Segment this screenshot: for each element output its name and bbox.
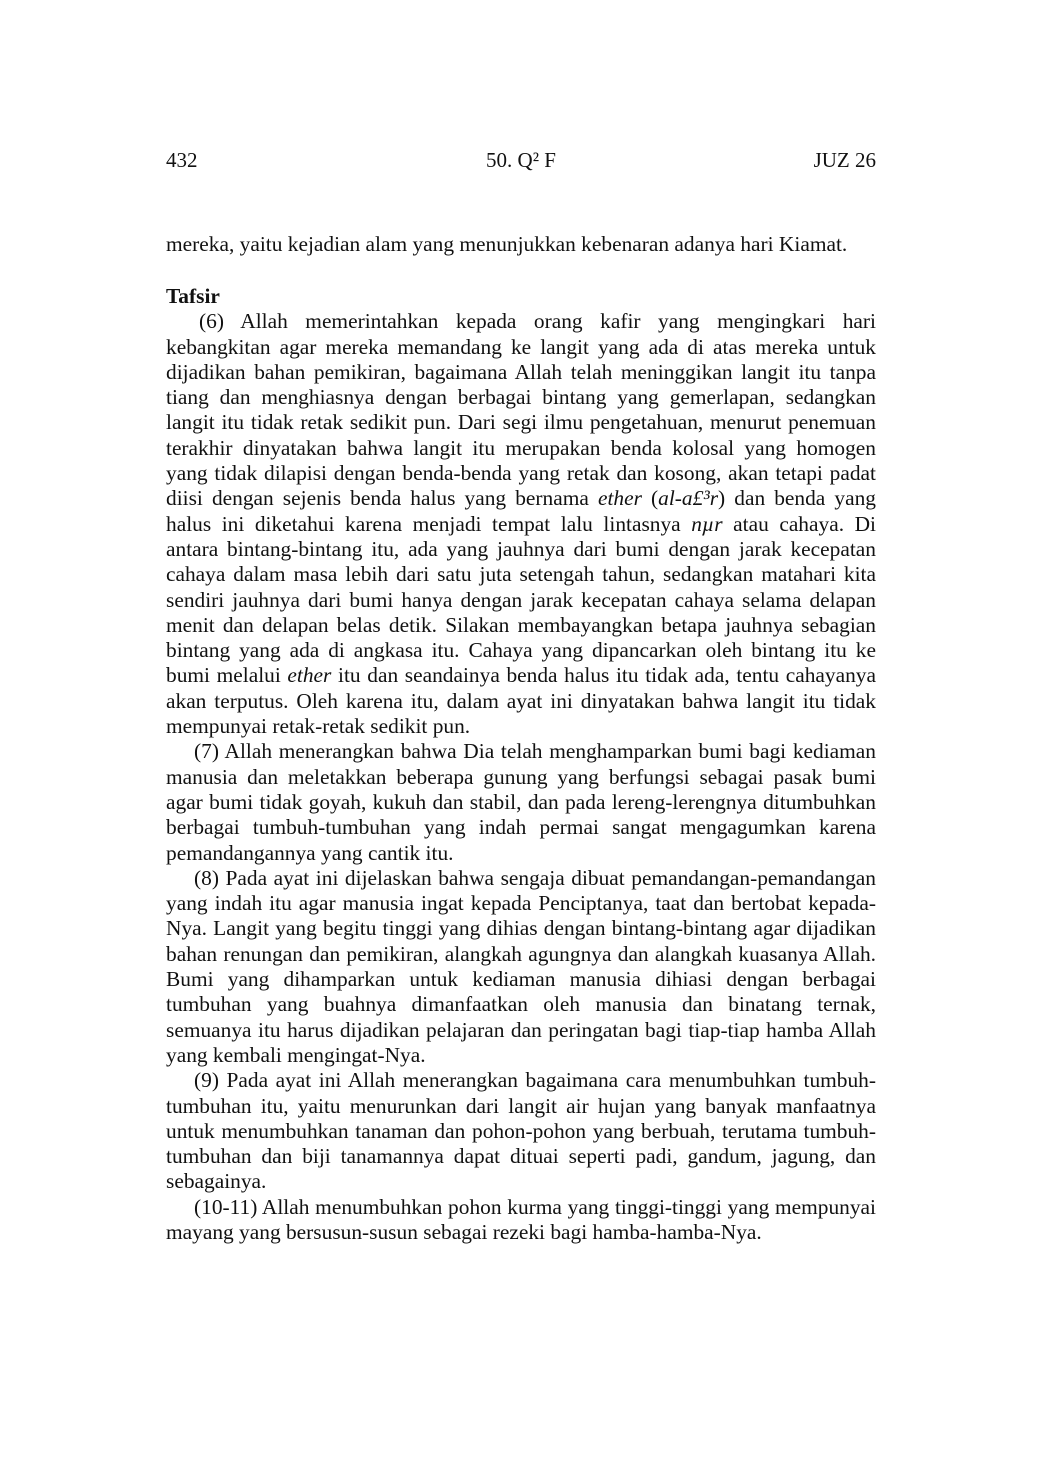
surah-title: 50. Q² F: [486, 148, 556, 172]
text-span: ) dan benda yang halus ini diketahui karena menjadi tempat lalu lintasnya: [166, 486, 876, 536]
paragraph-verse-8: (8) Pada ayat ini dijelaskan bahwa sengaja dibuat pemandangan-pemandangan yang indah itu agar manusia ingat kepada Penciptanya, taat dan bertobat kepada-Nya. Langit yang begitu tinggi yang dihias dengan bintang-bintang agar dijadikan bahan renungan dan pemikiran, alangkah agungnya dan alangkah kuasanya Allah. Bumi yang dihamparkan untuk kediaman manusia dihiasi dengan berbagai tumbuhan yang buahnya dimanfaatkan oleh manusia dan binatang ternak, semuanya itu harus dijadikan pelajaran dan peringatan bagi tiap-tiap hamba Allah yang kembali mengingat-Nya.: [166, 865, 876, 1067]
text-span: itu dan seandainya benda halus itu tidak ada, tentu cahayanya akan terputus. Oleh karena itu, dalam ayat ini dinyatakan bahwa langit itu tidak mempunyai retak-retak sedikit pun.: [166, 663, 876, 739]
text-span: (6) Allah memerintahkan kepada orang kafir yang mengingkari hari kebangkitan agar mereka memandang ke langit yang ada di atas mereka untuk dijadikan bahan pemikiran, bagaimana Allah telah meninggikan langit itu tanpa tiang dan menghiasnya dengan berbagai bintang yang gemerlapan, sedangkan langit itu tidak retak sedikit pun. Dari segi ilmu pengetahuan, menurut penemuan terakhir dinyatakan bahwa langit itu merupakan benda kolosal yang homogen yang tidak dilapisi dengan benda-benda yang retak dan kosong, akan tetapi padat diisi dengan sejenis benda halus yang bernama: [166, 309, 876, 511]
paragraph-verse-6: [166, 309, 876, 739]
text-span: (: [641, 486, 659, 511]
page-body: [166, 232, 876, 1245]
intro-paragraph: mereka, yaitu kejadian alam yang menunjukkan kebenaran adanya hari Kiamat.: [166, 232, 848, 256]
juz-label: JUZ 26: [813, 148, 876, 172]
paragraph-verse-7: (7) Allah menerangkan bahwa Dia telah menghamparkan bumi bagi kediaman manusia dan meletakkan beberapa gunung yang berfungsi sebagai pasak bumi agar bumi tidak goyah, kukuh dan stabil, dan pada lereng-lerengnya ditumbuhkan berbagai tumbuh-tumbuhan yang indah permai sangat mengagumkan karena pemandangannya yang cantik itu.: [166, 739, 876, 865]
italic-term: nµr: [691, 511, 723, 536]
text-span: atau cahaya. Di antara bintang-bintang itu, ada yang jauhnya dari bumi dengan jarak kecepatan cahaya dalam masa lebih dari satu juta setengah tahun, sedangkan matahari kita sendiri jauhnya dari bumi hanya dengan jarak kecepatan cahaya selama delapan menit dan delapan belas detik. Silakan membayangkan betapa jauhnya sebagian bintang yang ada di angkasa itu. Cahaya yang dipancarkan oleh bintang itu ke bumi melalui: [166, 511, 876, 688]
italic-term: ether: [287, 663, 332, 688]
section-heading: Tafsir: [166, 284, 220, 309]
italic-term: al-a£³r: [658, 486, 719, 511]
italic-term: ether: [597, 486, 642, 511]
paragraph-verse-10-11: (10-11) Allah menumbuhkan pohon kurma yang tinggi-tinggi yang mempunyai mayang yang bersusun-susun sebagai rezeki bagi hamba-hamba-Nya.: [166, 1194, 876, 1244]
page-header: [166, 145, 876, 175]
page-number: 432: [166, 148, 198, 172]
paragraph-verse-9: (9) Pada ayat ini Allah menerangkan bagaimana cara menumbuhkan tumbuh-tumbuhan itu, yaitu menurunkan dari langit air hujan yang banyak manfaatnya untuk menumbuhkan tanaman dan pohon-pohon yang berbuah, terutama tumbuh-tumbuhan dan biji tanamannya dapat dituai seperti padi, gandum, jagung, dan sebagainya.: [166, 1068, 876, 1194]
